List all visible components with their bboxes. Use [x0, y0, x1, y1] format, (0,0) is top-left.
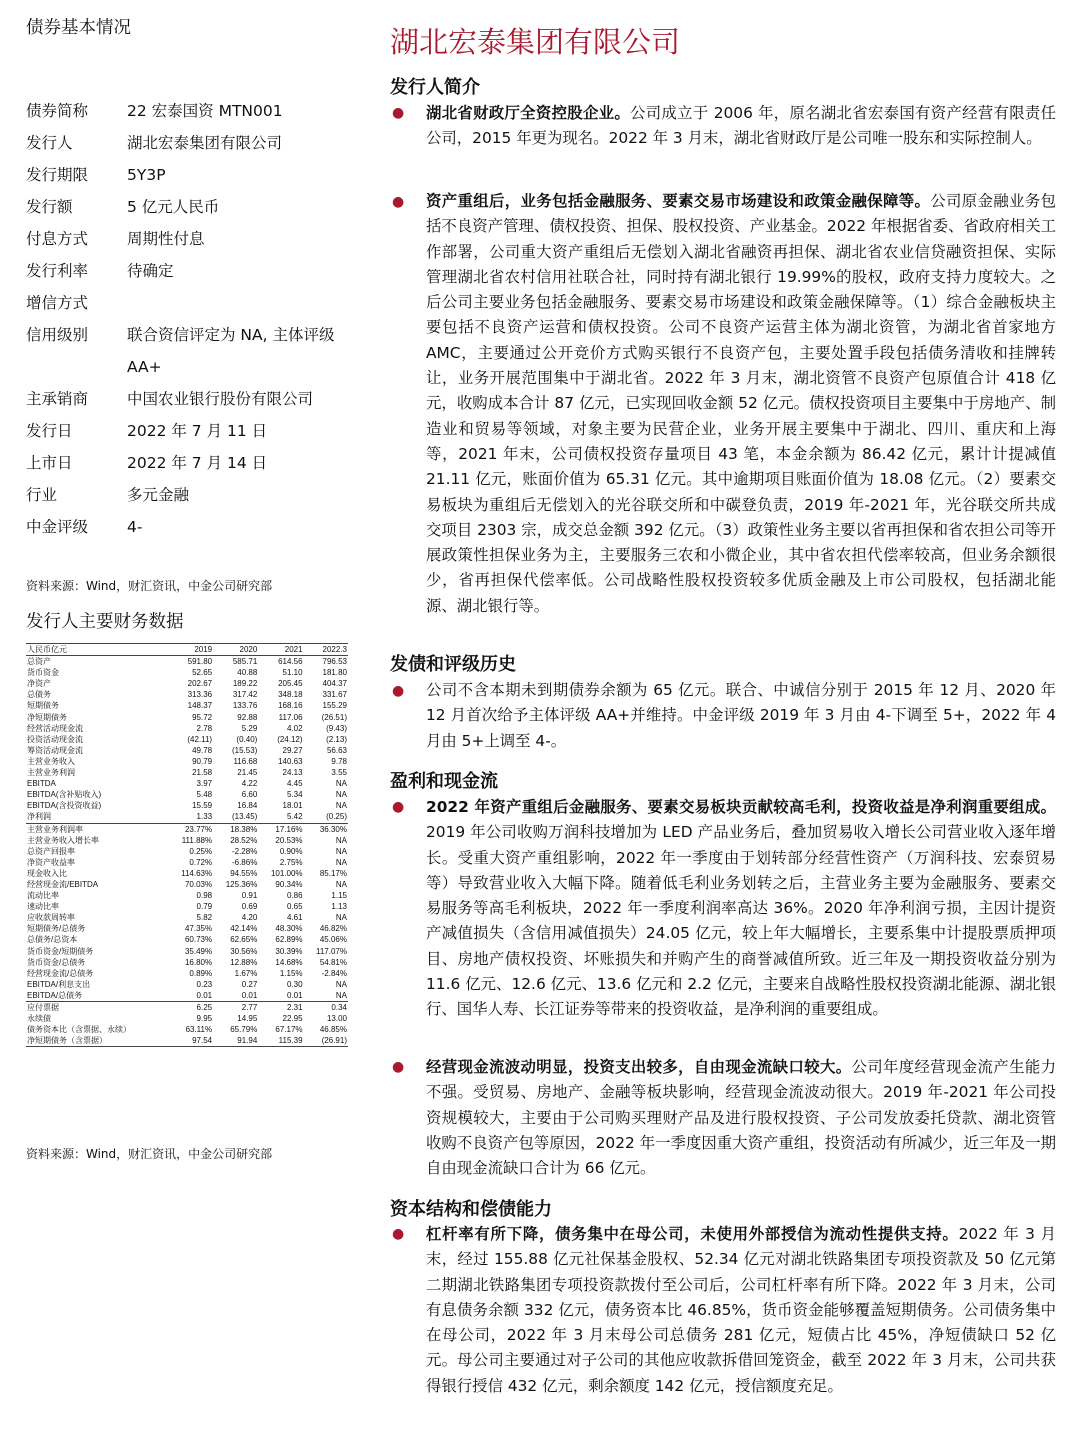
- table-cell: 0.23: [196, 979, 213, 989]
- table-cell: 148.37: [187, 701, 213, 711]
- table-cell: 净资产: [27, 679, 51, 689]
- table-cell: 116.68: [233, 756, 258, 766]
- table-cell: 404.37: [322, 679, 347, 689]
- bond-info-row: [26, 255, 356, 287]
- table-row: [26, 811, 348, 823]
- table-cell: 12.88%: [230, 957, 258, 967]
- table-cell: -6.86%: [231, 857, 258, 867]
- table-cell: 585.71: [232, 657, 258, 667]
- table-cell: NA: [335, 846, 347, 856]
- table-cell: 111.88%: [181, 835, 213, 845]
- section-capital-structure: 资本结构和偿债能力: [390, 1199, 552, 1220]
- table-cell: 29.27: [282, 745, 303, 755]
- table-cell: 0.79: [196, 902, 213, 912]
- table-cell: 应付票据: [26, 1002, 169, 1014]
- bond-info-row: [26, 479, 356, 511]
- table-cell: 30.56%: [230, 946, 258, 956]
- table-cell: 22.95: [282, 1014, 303, 1024]
- paragraph-issuer: 湖北省财政厅全资控股企业。公司成立于 2006 年，原名湖北省宏泰国有资产经营有限责任公司，2015 年更为现名。2022 年 3 月末，湖北省财政厅是公司唯一股东和实际控制人。: [426, 104, 1056, 148]
- table-cell: 90.34%: [275, 879, 303, 889]
- bond-info-title: 债券基本情况: [26, 18, 131, 38]
- table-row: [26, 879, 348, 890]
- table-cell: 永续债: [27, 1014, 51, 1024]
- table-cell: 0.90%: [279, 846, 303, 856]
- table-cell: NA: [335, 990, 347, 1000]
- table-row: [26, 968, 348, 979]
- table-cell: 47.35%: [184, 924, 213, 934]
- table-cell: 6.25: [169, 1002, 213, 1014]
- table-cell: 23.77%: [169, 823, 213, 835]
- table-row: [26, 778, 348, 789]
- table-cell: 35.49%: [184, 946, 213, 956]
- table-cell: (26.51): [321, 712, 347, 722]
- financial-data-table: [26, 643, 348, 1047]
- company-title: 湖北宏泰集团有限公司: [390, 25, 681, 59]
- table-cell: 总资产: [27, 657, 51, 667]
- bond-info-value: 待确定: [127, 262, 174, 280]
- table-cell: 313.36: [187, 690, 213, 700]
- table-cell: (0.40): [236, 734, 258, 744]
- table-cell: 46.82%: [319, 924, 347, 934]
- table-cell: 货币资金/短期债务: [27, 946, 94, 956]
- table-row: [26, 934, 348, 945]
- table-cell: 155.29: [322, 701, 347, 711]
- paragraph-business: 资产重组后，业务包括金融服务、要素交易市场建设和政策金融保障等。公司原金融业务包括不良资产管理、债权投资、担保、股权投资、产业基金。2022 年根据省委、省政府相关工作部署，公司重大资产重组后无偿划入湖北省融资再担保、湖北省农业信贷融资担保、实际管理湖北省农村信用社联合社，同时持有湖北银行 19.99%的股权，政府支持力度较大。之后公司主要业务包括金融服务、要素交易市场建设和政策金融保障等。（1）综合金融板块主要包括不良资产运营和债权投资。公司不良资产运营主体为湖北资管，为湖北省首家地方 AMC，主要通过公开竞价方式购买银行不良资产包，主要处置手段包括债务清收和挂牌转让，业务开展范围集中于湖北省。2022 年 3 月末，湖北资管不良资产包原值合计 418 亿元，收购成本合计 87 亿元，已实现回收金额 52 亿元。债权投资项目主要集中于房地产、制造业和贸易等领域，对象主要为民营企业，业务开展主要集中于湖北、四川、重庆和上海等，2021 年末，公司债权投资存量项目 43 笔，本金余额为 86.42 亿元，累计计提减值 21.11 亿元，账面价值为 65.31 亿元。其中逾期项目账面价值为 18.08 亿元。（2）要素交易板块为重组后无偿划入的光谷联交所和中碳登负责，2019 年-2021 年，光谷联交所共成交项目 2303 宗，成交总金额 392 亿元。（3）政策性业务主要以省再担保和省农担公司等开展政策性担保业务为主，主要服务三农和小微企业，其中省农担代偿率较高，但业务余额很少，省再担保代偿率低。公司战略性股权投资较多优质金融及上市公司股权，包括湖北能源、湖北银行等。: [426, 192, 1056, 615]
- table-row: [26, 912, 348, 923]
- table-row: [26, 723, 348, 734]
- section-issuer-profile: 发行人简介: [390, 77, 480, 98]
- table-cell: 经营活动现金流: [27, 723, 83, 733]
- table-cell: 0.69: [241, 902, 258, 912]
- bond-info-key: 付息方式: [26, 230, 89, 248]
- table-cell: EBITDA/总债务: [27, 990, 83, 1000]
- table-cell: NA: [335, 790, 347, 800]
- bond-info-row: [26, 383, 356, 415]
- table-cell: 24.13: [282, 768, 303, 778]
- table-cell: 40.88: [237, 668, 258, 678]
- bond-info-row: [26, 511, 356, 543]
- table-cell: 0.01: [196, 990, 213, 1000]
- table-cell: 591.80: [187, 657, 213, 667]
- table-row: [26, 823, 348, 835]
- table-cell: 97.54: [169, 1035, 213, 1047]
- table-cell: 1.13: [331, 902, 347, 912]
- table-cell: 5.82: [196, 913, 213, 923]
- table-row: [26, 756, 348, 767]
- table-header-cell: 2021: [258, 644, 303, 656]
- table-row: [26, 923, 348, 934]
- bond-info-key: 债券简称: [26, 102, 89, 120]
- source-note: 资料来源：Wind，财汇资讯，中金公司研究部: [26, 579, 273, 593]
- table-cell: (9.43): [326, 723, 347, 733]
- table-cell: NA: [335, 979, 347, 989]
- table-cell: 21.45: [237, 768, 258, 778]
- table-cell: 4.61: [286, 913, 303, 923]
- bond-info-key: 上市日: [26, 454, 73, 472]
- bond-info-row: [26, 287, 356, 319]
- bond-info-row: [26, 95, 356, 127]
- table-cell: 经营现金流/总债务: [27, 968, 94, 978]
- table-cell: 56.63: [326, 745, 347, 755]
- table-cell: 65.79%: [230, 1025, 258, 1035]
- table-cell: 614.56: [278, 657, 303, 667]
- table-cell: 42.14%: [230, 924, 258, 934]
- table-cell: 15.59: [192, 801, 213, 811]
- table-cell: 117.07%: [316, 946, 347, 956]
- table-cell: -2.84%: [321, 968, 347, 978]
- table-cell: 90.79: [192, 756, 213, 766]
- table-row: [26, 1035, 348, 1047]
- table-cell: 应收款周转率: [27, 913, 75, 923]
- table-cell: 202.67: [187, 679, 213, 689]
- table-cell: 0.30: [286, 979, 303, 989]
- bond-info-key: 发行额: [26, 198, 73, 216]
- bond-info-value: 4-: [127, 518, 143, 536]
- table-cell: 348.18: [278, 690, 303, 700]
- table-cell: 0.86: [286, 891, 303, 901]
- table-cell: 317.42: [232, 690, 258, 700]
- table-cell: 0.89%: [189, 968, 213, 978]
- table-cell: 18.38%: [213, 823, 258, 835]
- table-cell: (42.11): [187, 734, 213, 744]
- table-cell: 115.39: [258, 1035, 303, 1047]
- table-cell: 4.02: [286, 723, 303, 733]
- table-cell: 54.81%: [319, 957, 347, 967]
- table-cell: (13.45): [231, 812, 258, 822]
- table-cell: 331.67: [322, 690, 347, 700]
- table-cell: 48.30%: [275, 924, 303, 934]
- table-cell: 28.52%: [230, 835, 258, 845]
- bond-info-key: 主承销商: [26, 390, 89, 408]
- table-cell: 投资活动现金流: [27, 734, 83, 744]
- table-cell: 1.15: [331, 891, 347, 901]
- table-row: [26, 946, 348, 957]
- table-row: [26, 1002, 348, 1014]
- bullet-icon: ●: [392, 799, 405, 815]
- table-cell: NA: [335, 913, 347, 923]
- bond-info-value: 周期性付息: [127, 230, 205, 248]
- bond-info-row: [26, 319, 356, 351]
- bond-info-value: 多元金融: [127, 486, 190, 504]
- table-cell: 0.72%: [189, 857, 213, 867]
- bond-info-value: 22 宏泰国资 MTN001: [127, 102, 283, 120]
- table-row: [26, 789, 348, 800]
- table-cell: 货币资金: [27, 668, 59, 678]
- source-note-2: 资料来源：Wind，财汇资讯，中金公司研究部: [26, 1147, 273, 1161]
- table-cell: 流动比率: [27, 891, 59, 901]
- table-cell: 2.31: [258, 1002, 303, 1014]
- table-cell: 60.73%: [184, 935, 213, 945]
- table-cell: 净短期债务: [27, 712, 67, 722]
- table-cell: 货币资金/总债务: [27, 957, 86, 967]
- table-cell: 总债务: [27, 690, 51, 700]
- table-row: [26, 857, 348, 868]
- table-cell: 1.67%: [234, 968, 258, 978]
- table-cell: 3.55: [331, 768, 347, 778]
- table-cell: 0.27: [241, 979, 258, 989]
- bond-info-key: [26, 351, 127, 383]
- table-cell: 净短期债务（含票据）: [26, 1035, 169, 1047]
- table-cell: 总债务/总资本: [27, 935, 78, 945]
- table-cell: 6.60: [241, 790, 258, 800]
- table-cell: 70.03%: [184, 879, 213, 889]
- bond-info-row: [26, 191, 356, 223]
- bond-info-value: 湖北宏泰集团有限公司: [127, 134, 283, 152]
- table-cell: 短期债务/总债务: [27, 924, 86, 934]
- bond-info-value: 2022 年 7 月 11 日: [127, 422, 268, 440]
- table-header-cell: 2019: [169, 644, 213, 656]
- table-cell: -2.28%: [231, 846, 258, 856]
- table-cell: 62.65%: [230, 935, 258, 945]
- table-cell: 主营业务收入: [27, 756, 75, 766]
- table-cell: 9.95: [196, 1014, 213, 1024]
- table-cell: EBITDA(含投资收益): [27, 801, 102, 811]
- table-cell: 2.78: [196, 723, 213, 733]
- table-cell: 3.97: [196, 779, 213, 789]
- table-cell: 净利润: [27, 812, 51, 822]
- table-cell: 16.84: [237, 801, 258, 811]
- table-row: [26, 678, 348, 689]
- table-row: [26, 979, 348, 990]
- table-row: [26, 700, 348, 711]
- table-row: [26, 1024, 348, 1035]
- table-cell: 168.16: [278, 701, 303, 711]
- table-cell: 14.68%: [275, 957, 303, 967]
- section-profit-cashflow: 盈利和现金流: [390, 771, 498, 792]
- table-cell: 133.76: [232, 701, 258, 711]
- table-cell: 速动比率: [27, 902, 59, 912]
- table-cell: 0.01: [286, 990, 303, 1000]
- bond-info-row: [26, 159, 356, 191]
- table-cell: NA: [335, 857, 347, 867]
- bond-info-value: [127, 287, 356, 319]
- table-cell: (26.91): [304, 1035, 348, 1047]
- table-cell: 21.58: [192, 768, 213, 778]
- table-cell: 5.34: [286, 790, 303, 800]
- table-cell: 现金收入比: [27, 868, 67, 878]
- table-cell: (0.25): [326, 812, 347, 822]
- table-cell: EBITDA: [27, 779, 56, 789]
- table-cell: EBITDA(含补贴收入): [27, 790, 102, 800]
- table-cell: 18.01: [282, 801, 303, 811]
- table-cell: 796.53: [322, 657, 347, 667]
- table-row: [26, 835, 348, 846]
- bond-info-key: 发行人: [26, 134, 73, 152]
- table-cell: 94.55%: [230, 868, 258, 878]
- bullet-icon: ●: [392, 1226, 405, 1242]
- table-cell: 0.34: [304, 1002, 348, 1014]
- bond-info-row: [26, 415, 356, 447]
- table-header-row: [26, 644, 348, 656]
- bond-info-value: 2022 年 7 月 14 日: [127, 454, 268, 472]
- table-cell: (24.12): [277, 734, 303, 744]
- table-cell: 2.75%: [279, 857, 303, 867]
- table-cell: 2.77: [213, 1002, 258, 1014]
- table-cell: 0.01: [241, 990, 258, 1000]
- table-cell: 4.20: [241, 913, 258, 923]
- bond-info-key: 中金评级: [26, 518, 89, 536]
- table-row: [26, 800, 348, 811]
- table-cell: 9.78: [331, 756, 347, 766]
- bond-info-row: [26, 127, 356, 159]
- table-cell: 114.63%: [181, 868, 213, 878]
- table-cell: 45.06%: [319, 935, 347, 945]
- bond-info-value: AA+: [127, 358, 162, 376]
- table-cell: 5.29: [241, 723, 258, 733]
- table-row: [26, 745, 348, 756]
- table-row: [26, 957, 348, 968]
- table-cell: 4.45: [286, 779, 303, 789]
- bond-info-value: 5Y3P: [127, 166, 166, 184]
- table-cell: 债务资本比（含票据、永续）: [27, 1025, 131, 1035]
- bullet-icon: ●: [392, 683, 405, 699]
- table-header-cell: 2022.3: [304, 644, 348, 656]
- table-cell: 95.72: [192, 712, 213, 722]
- bond-info-key: 发行利率: [26, 262, 89, 280]
- table-cell: 5.48: [196, 790, 213, 800]
- table-cell: 91.94: [213, 1035, 258, 1047]
- table-cell: 经营现金流/EBITDA: [27, 879, 99, 889]
- table-row: [26, 767, 348, 778]
- table-row: [26, 868, 348, 879]
- financial-data-title: 发行人主要财务数据: [26, 612, 184, 632]
- table-cell: (15.53): [231, 745, 258, 755]
- table-cell: 205.45: [278, 679, 303, 689]
- table-cell: 16.80%: [184, 957, 213, 967]
- bond-info-value: 联合资信评定为 NA, 主体评级: [127, 326, 335, 344]
- table-cell: 主营业务收入增长率: [27, 835, 99, 845]
- table-row: [26, 712, 348, 723]
- table-cell: 短期债务: [27, 701, 59, 711]
- table-cell: NA: [335, 801, 347, 811]
- table-cell: 189.22: [232, 679, 258, 689]
- table-cell: 101.00%: [270, 868, 303, 878]
- bond-info-key: 发行日: [26, 422, 73, 440]
- table-cell: 51.10: [282, 668, 303, 678]
- bond-info-table: [26, 95, 356, 543]
- table-cell: 30.39%: [275, 946, 303, 956]
- table-cell: 17.16%: [258, 823, 303, 835]
- table-cell: 0.91: [241, 891, 258, 901]
- bond-info-key: 发行期限: [26, 166, 89, 184]
- table-row: [26, 656, 348, 668]
- bond-info-row: [26, 351, 356, 383]
- section-rating-history: 发债和评级历史: [390, 654, 516, 675]
- table-row: [26, 890, 348, 901]
- table-cell: 140.63: [278, 756, 303, 766]
- table-row: [26, 1013, 348, 1024]
- table-cell: 52.65: [192, 668, 213, 678]
- table-row: [26, 846, 348, 857]
- table-cell: 36.30%: [304, 823, 348, 835]
- table-header-cell: 2020: [213, 644, 258, 656]
- table-cell: 92.88: [237, 712, 258, 722]
- table-cell: 181.80: [322, 668, 347, 678]
- table-cell: 62.89%: [275, 935, 303, 945]
- table-cell: 63.11%: [185, 1025, 213, 1035]
- table-cell: 净资产收益率: [27, 857, 75, 867]
- table-cell: EBITDA/利息支出: [27, 979, 91, 989]
- table-cell: 14.95: [237, 1014, 258, 1024]
- bond-info-value: 5 亿元人民币: [127, 198, 220, 216]
- bullet-icon: ●: [392, 194, 405, 210]
- table-cell: 20.53%: [275, 835, 303, 845]
- bond-info-key: 行业: [26, 486, 58, 504]
- table-cell: 117.06: [278, 712, 303, 722]
- table-cell: 85.17%: [319, 868, 347, 878]
- table-cell: 总资产回报率: [27, 846, 75, 856]
- bond-info-value: 中国农业银行股份有限公司: [127, 390, 314, 408]
- table-cell: 1.15%: [279, 968, 303, 978]
- bullet-icon: ●: [392, 1059, 405, 1075]
- paragraph-capital: 杠杆率有所下降，债务集中在母公司，未使用外部授信为流动性提供支持。2022 年 3 月末，经过 155.88 亿元社保基金股权、52.34 亿元对湖北铁路集团专项投资款及 50 亿元第二期湖北铁路集团专项投资款拨付至公司后，公司杠杆率有所下降。2022 年 3 月末，公司有息债务余额 332 亿元，债务资本比 46.85%，货币资金能够覆盖短期债务。公司债务集中在母公司，2022 年 3 月末母公司总债务 281 亿元，短债占比 45%，净短债缺口 52 亿元。母公司主要通过对子公司的其他应收款拆借回笼资金，截至 2022 年 3 月末，公司共获得银行授信 432 亿元，剩余额度 142 亿元，授信额度充足。: [426, 1225, 1056, 1395]
- table-cell: 0.25%: [189, 846, 213, 856]
- table-row: [26, 667, 348, 678]
- bullet-icon: ●: [392, 105, 405, 121]
- table-cell: 1.33: [196, 812, 213, 822]
- table-cell: 0.65: [286, 902, 303, 912]
- table-row: [26, 901, 348, 912]
- bond-info-row: [26, 447, 356, 479]
- table-cell: 46.85%: [319, 1025, 347, 1035]
- table-cell: 主营业务利润: [27, 768, 75, 778]
- paragraph-profit: 2022 年资产重组后金融服务、要素交易板块贡献较高毛利，投资收益是净利润重要组成。2019 年公司收购万润科技增加为 LED 产品业务后，叠加贸易收入增长公司营业收入逐年增长。受重大资产重组影响，2022 年一季度由于划转部分经营性资产（万润科技、宏泰贸易等）导致营业收入大幅下降。随着低毛利业务划转之后，主营业务主要为金融服务、要素交易服务等高毛利板块，2022 年一季度利润率高达 36%。2020 年净利润亏损，主因计提资产减值损失（含信用减值损失）24.05 亿元，较上年大幅增长，主要系集中计提股票质押项目、房地产债权投资、坏账损失和并购产生的商誉减值所致。近三年及一期投资收益分别为 11.6 亿元、12.6 亿元、13.6 亿元和 2.2 亿元，主要来自战略性股权投资湖北能源、湖北银行、国华人寿、长江证券等带来的投资收益，是净利润的重要组成。: [426, 798, 1056, 1019]
- table-row: [26, 990, 348, 1002]
- table-cell: 0.98: [196, 891, 213, 901]
- table-cell: 125.36%: [225, 879, 258, 889]
- table-cell: 主营业务利润率: [26, 823, 169, 835]
- bond-info-row: [26, 223, 356, 255]
- paragraph-cashflow: 经营现金流波动明显，投资支出较多，自由现金流缺口较大。公司年度经营现金流产生能力不强。受贸易、房地产、金融等板块影响，经营现金流波动很大。2019 年-2021 年公司投资规模较大，主要由于公司购买理财产品及进行股权投资、子公司发放委托贷款、湖北资管收购不良资产包等原因，2022 年一季度因重大资产重组，投资活动有所减少，近三年及一期自由现金流缺口合计为 66 亿元。: [426, 1058, 1056, 1178]
- table-cell: NA: [335, 879, 347, 889]
- table-row: [26, 689, 348, 700]
- table-cell: NA: [335, 779, 347, 789]
- table-cell: 13.00: [326, 1014, 347, 1024]
- table-cell: (2.13): [326, 734, 347, 744]
- table-header-cell: 人民币亿元: [26, 644, 169, 656]
- table-cell: 5.42: [286, 812, 303, 822]
- table-cell: 67.17%: [275, 1025, 303, 1035]
- table-row: [26, 734, 348, 745]
- bond-info-key: 增信方式: [26, 294, 89, 312]
- table-cell: NA: [335, 835, 347, 845]
- table-cell: 49.78: [192, 745, 213, 755]
- table-cell: 4.22: [241, 779, 258, 789]
- paragraph-rating: 公司不含本期未到期债券余额为 65 亿元。联合、中诚信分别于 2015 年 12 月、2020 年 12 月首次给予主体评级 AA+并维持。中金评级 2019 年 3 月由 4-下调至 5+，2022 年 4 月由 5+上调至 4-。: [426, 681, 1056, 750]
- table-cell: 筹资活动现金流: [27, 745, 83, 755]
- bond-info-key: 信用级别: [26, 326, 89, 344]
